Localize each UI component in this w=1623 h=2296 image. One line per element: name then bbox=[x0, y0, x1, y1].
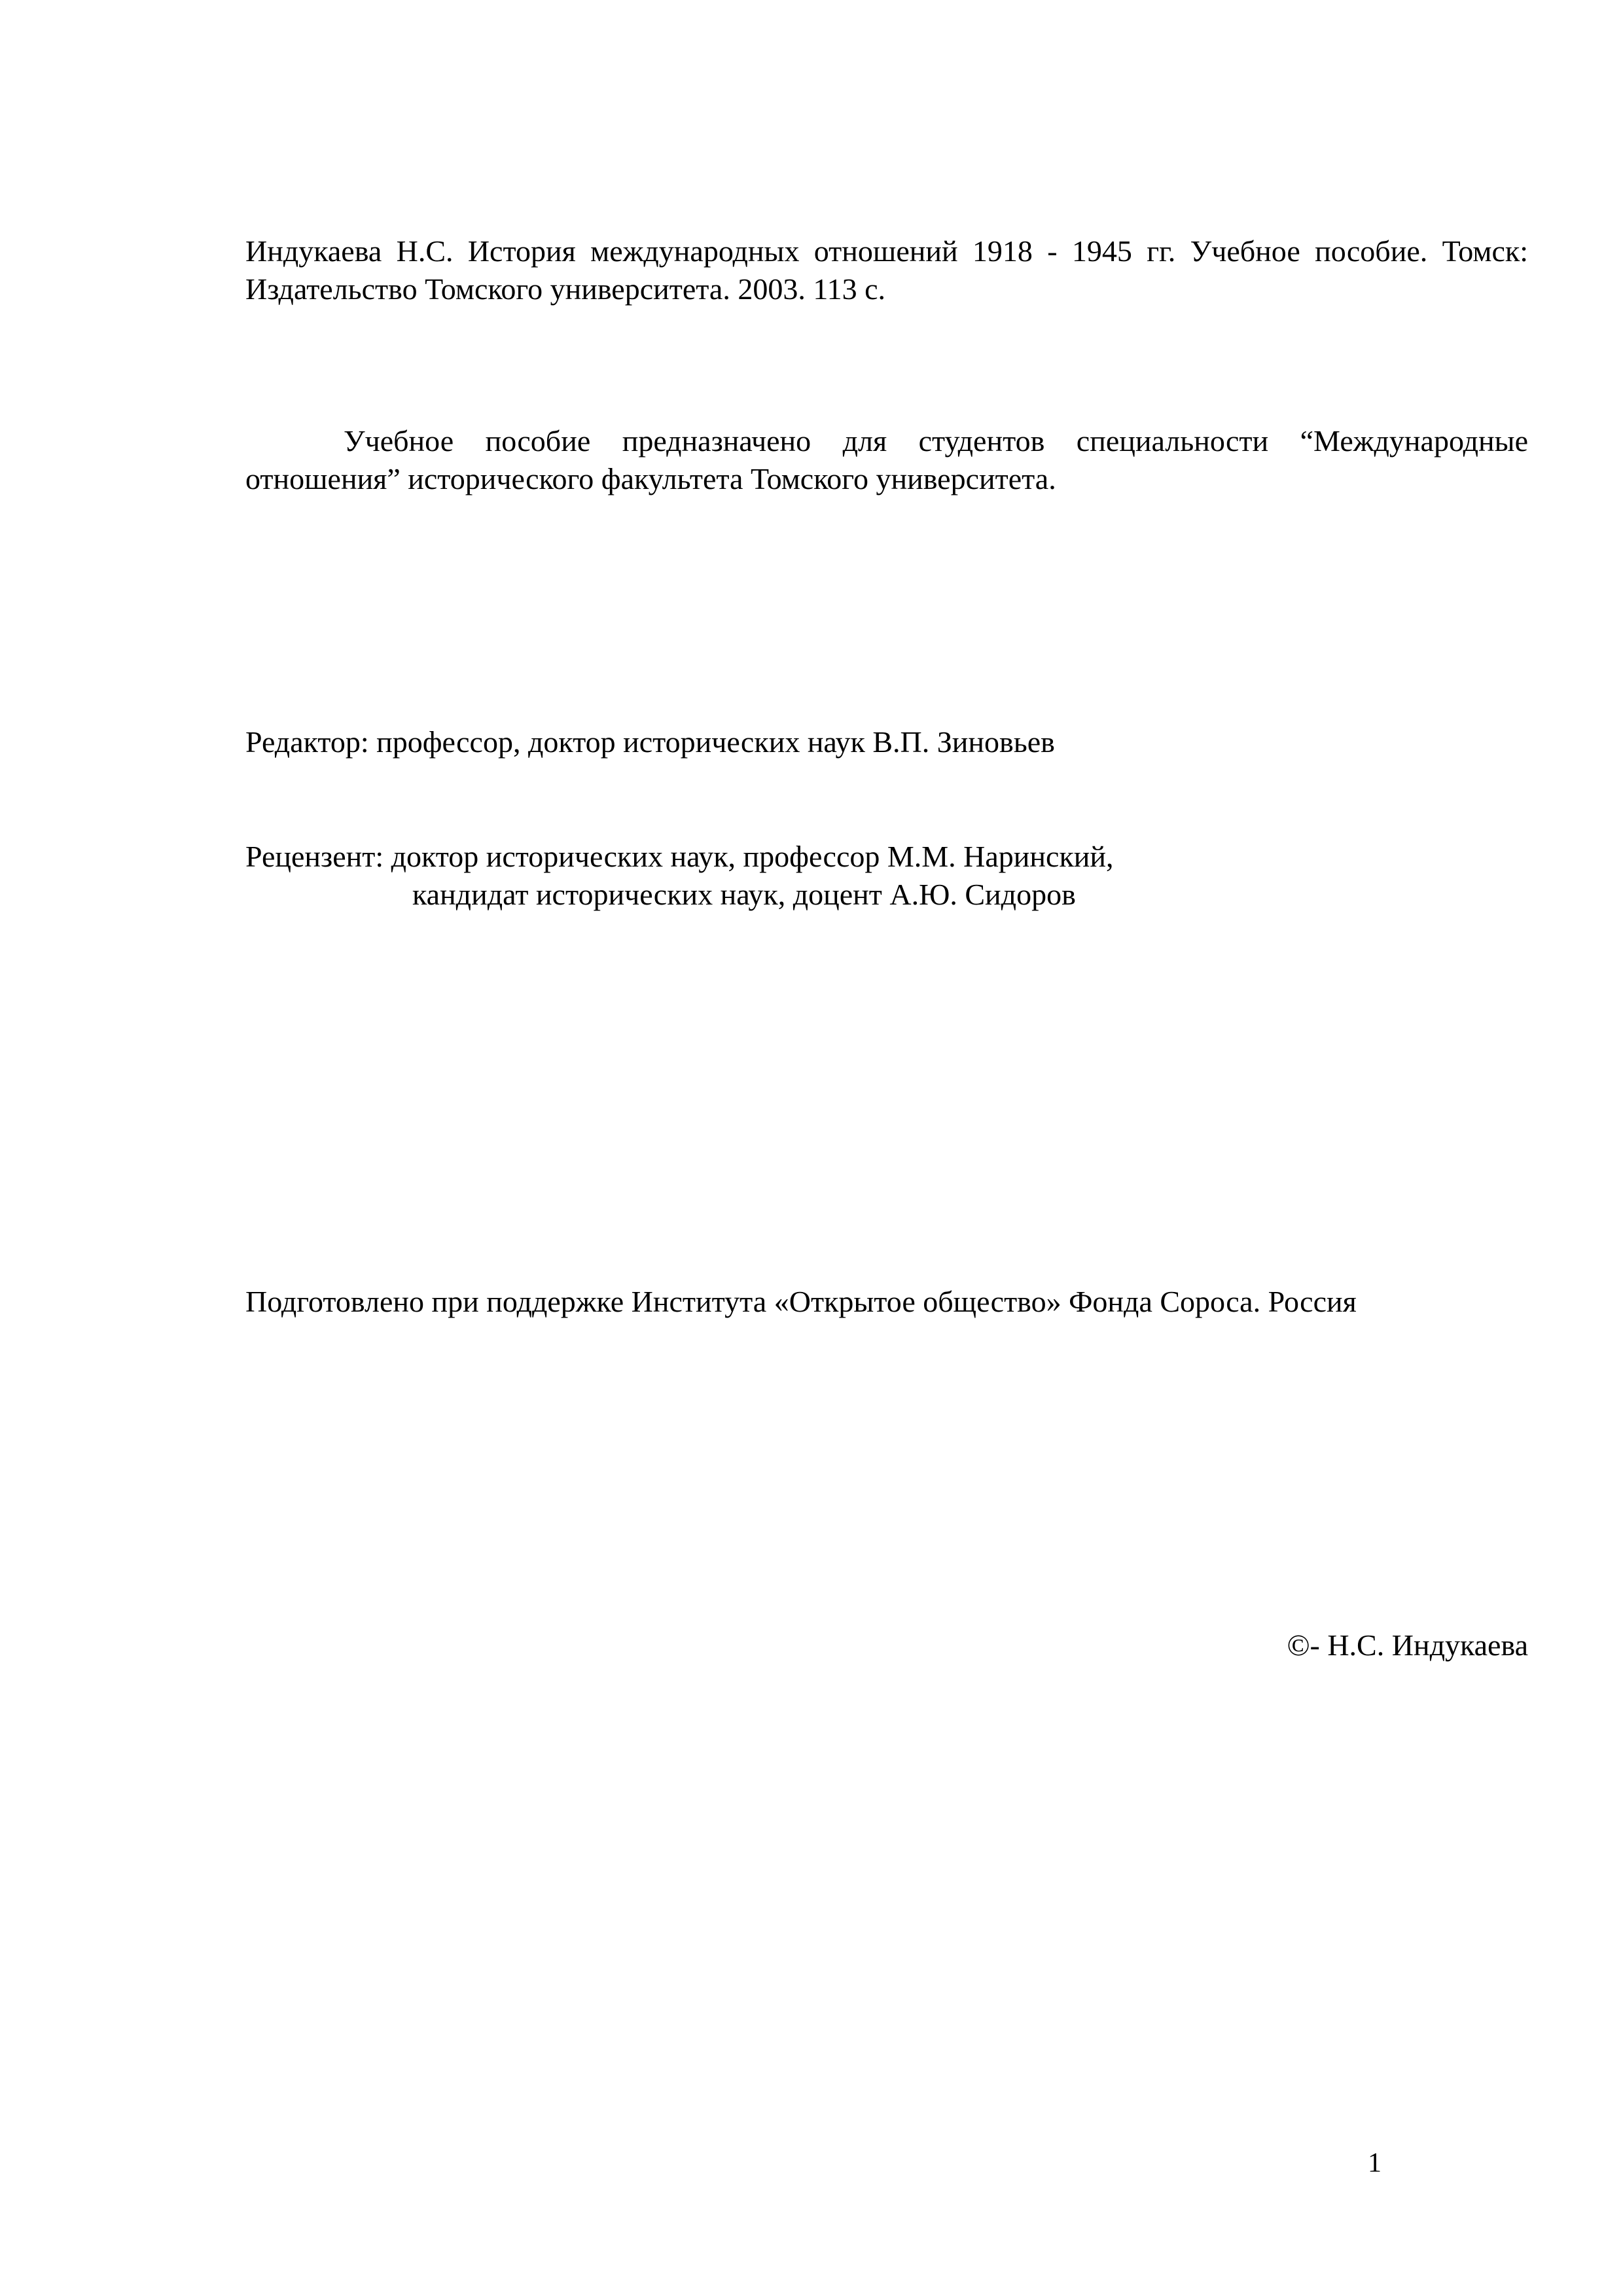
reviewer-block bbox=[245, 838, 1528, 914]
bibliographic-citation: Индукаева Н.С. История международных отношений 1918 - 1945 гг. Учебное пособие. Томск: Издательство Томского университета. 2003. 113 с. bbox=[245, 234, 1528, 306]
editor-line: Редактор: профессор, доктор исторических наук В.П. Зиновьев bbox=[245, 725, 1055, 759]
reviewer-line-2: кандидат исторических наук, доцент А.Ю. Сидоров bbox=[412, 878, 1076, 911]
purpose-paragraph: Учебное пособие предназначено для студентов специальности “Международные отношения” исторического факультета Томского университета. bbox=[245, 424, 1528, 495]
page-number: 1 bbox=[1368, 2148, 1382, 2178]
support-note: Подготовлено при поддержке Института «Открытое общество» Фонда Сороса. Россия bbox=[245, 1285, 1357, 1318]
copyright-notice: ©- Н.С. Индукаева bbox=[1287, 1628, 1528, 1662]
reviewer-line-1: Рецензент: доктор исторических наук, профессор М.М. Наринский, bbox=[245, 840, 1114, 873]
